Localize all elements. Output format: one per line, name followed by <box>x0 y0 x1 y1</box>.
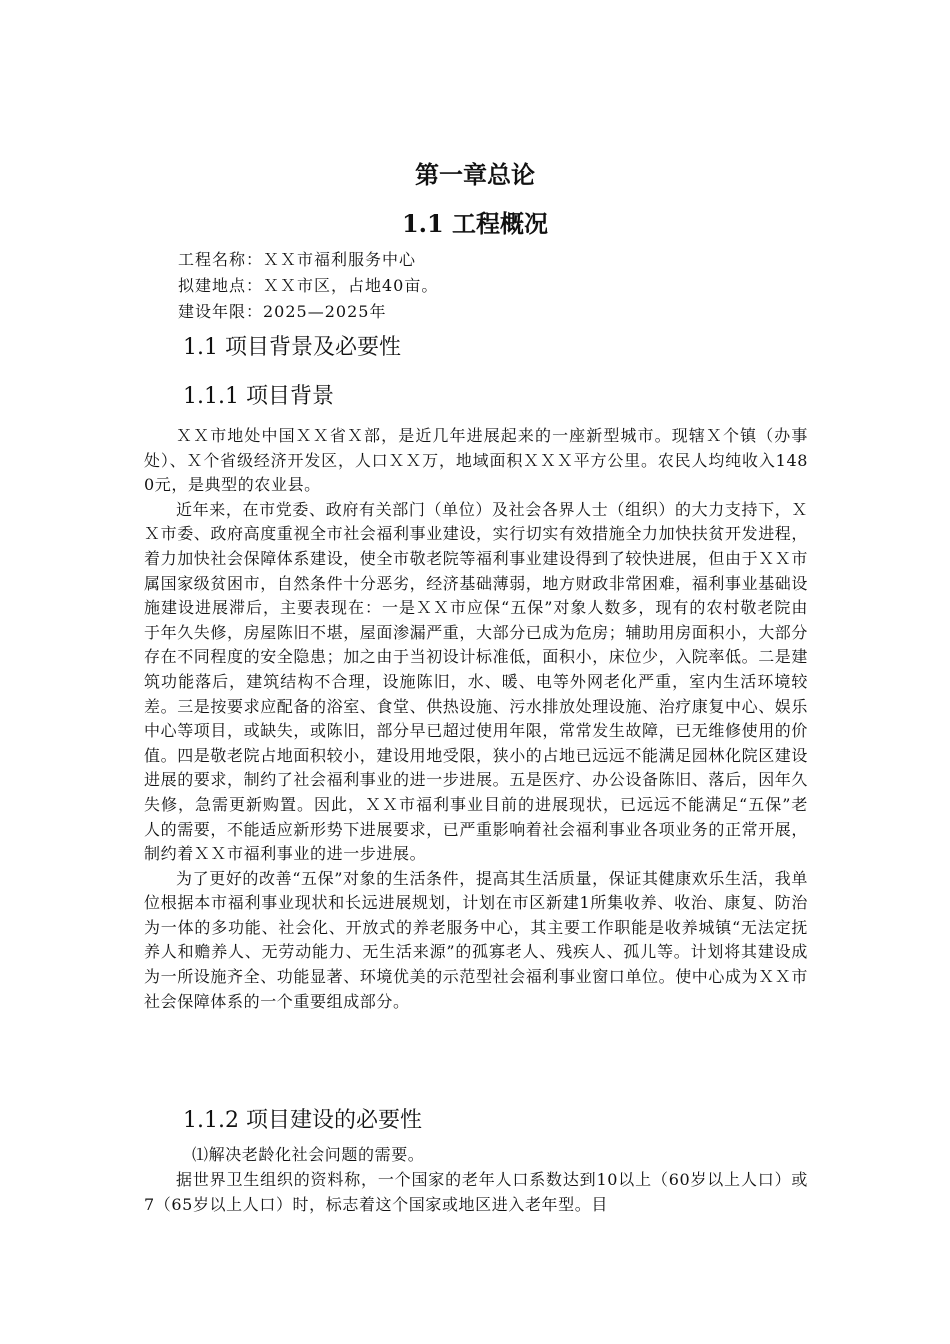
project-period-line: 建设年限：2025—2025年 <box>178 302 387 321</box>
chapter-title: 第一章总论 <box>415 160 535 189</box>
project-name-line: 工程名称：ＸＸ市福利服务中心 <box>178 250 417 269</box>
background-section <box>144 424 808 1014</box>
heading-background-necessity: 1.1 项目背景及必要性 <box>183 335 401 360</box>
section-title: 1.1 工程概况 <box>401 209 549 238</box>
background-paragraph-1: ＸＸ市地处中国ＸＸ省Ｘ部，是近几年进展起来的一座新型城市。现辖Ｘ个镇（办事处）、Ｘ个省级经济开发区，人口ＸＸ万，地域面积ＸＸＸ平方公里。农民人均纯收入1480元，是典型的农业县。 <box>144 426 808 495</box>
necessity-item-1-label: ⑴解决老龄化社会问题的需要。 <box>192 1145 425 1164</box>
background-paragraph-3: 为了更好的改善“五保”对象的生活条件，提高其生活质量，保证其健康欢乐生活，我单位根据本市福利事业现状和长远进展规划，计划在市区新建1所集收养、收治、康复、防治为一体的多功能、社会化、开放式的养老服务中心，其主要工作职能是收养城镇“无法定抚养人和赡养人、无劳动能力、无生活来源”的孤寡老人、残疾人、孤儿等。计划将其建设成为一所设施齐全、功能显著、环境优美的示范型社会福利事业窗口单位。使中心成为ＸＸ市社会保障体系的一个重要组成部分。 <box>144 868 809 1011</box>
project-site-line: 拟建地点：ＸＸ市区，占地40亩。 <box>178 276 439 295</box>
heading-background: 1.1.1 项目背景 <box>183 384 334 409</box>
heading-necessity: 1.1.2 项目建设的必要性 <box>183 1108 422 1133</box>
necessity-section <box>144 1142 808 1217</box>
project-info <box>178 247 818 325</box>
background-paragraph-2: 近年来，在市党委、政府有关部门（单位）及社会各界人士（组织）的大力支持下，ＸＸ市委、政府高度重视全市社会福利事业建设，实行切实有效措施全力加快扶贫开发进程，着力加快社会保障体系建设，使全市敬老院等福利事业建设得到了较快进展，但由于ＸＸ市属国家级贫困市，自然条件十分恶劣，经济基础薄弱，地方财政非常困难，福利事业基础设施建设进展滞后，主要表现在：一是ＸＸ市应保“五保”对象人数多，现有的农村敬老院由于年久失修，房屋陈旧不堪，屋面渗漏严重，大部分已成为危房；辅助用房面积小，大部分存在不同程度的安全隐患；加之由于当初设计标准低，面积小，床位少，入院率低。二是建筑功能落后，建筑结构不合理，设施陈旧，水、暖、电等外网老化严重，室内生活环境较差。三是按要求应配备的浴室、食堂、供热设施、污水排放处理设施、治疗康复中心、娱乐中心等项目，或缺失，或陈旧，部分早已超过使用年限，常常发生故障，已无维修使用的价值。四是敬老院占地面积较小，建设用地受限，狭小的占地已远远不能满足园林化院区建设进展的要求，制约了社会福利事业的进一步进展。五是医疗、办公设备陈旧、落后，因年久失修，急需更新购置。因此，ＸＸ市福利事业目前的进展现状，已远远不能满足“五保”老人的需要，不能适应新形势下进展要求，已严重影响着社会福利事业各项业务的正常开展，制约着ＸＸ市福利事业的进一步进展。 <box>144 499 809 864</box>
necessity-paragraph-1: 据世界卫生组织的资料称，一个国家的老年人口系数达到10以上（60岁以上人口）或7（65岁以上人口）时，标志着这个国家或地区进入老年型。目 <box>144 1170 808 1214</box>
